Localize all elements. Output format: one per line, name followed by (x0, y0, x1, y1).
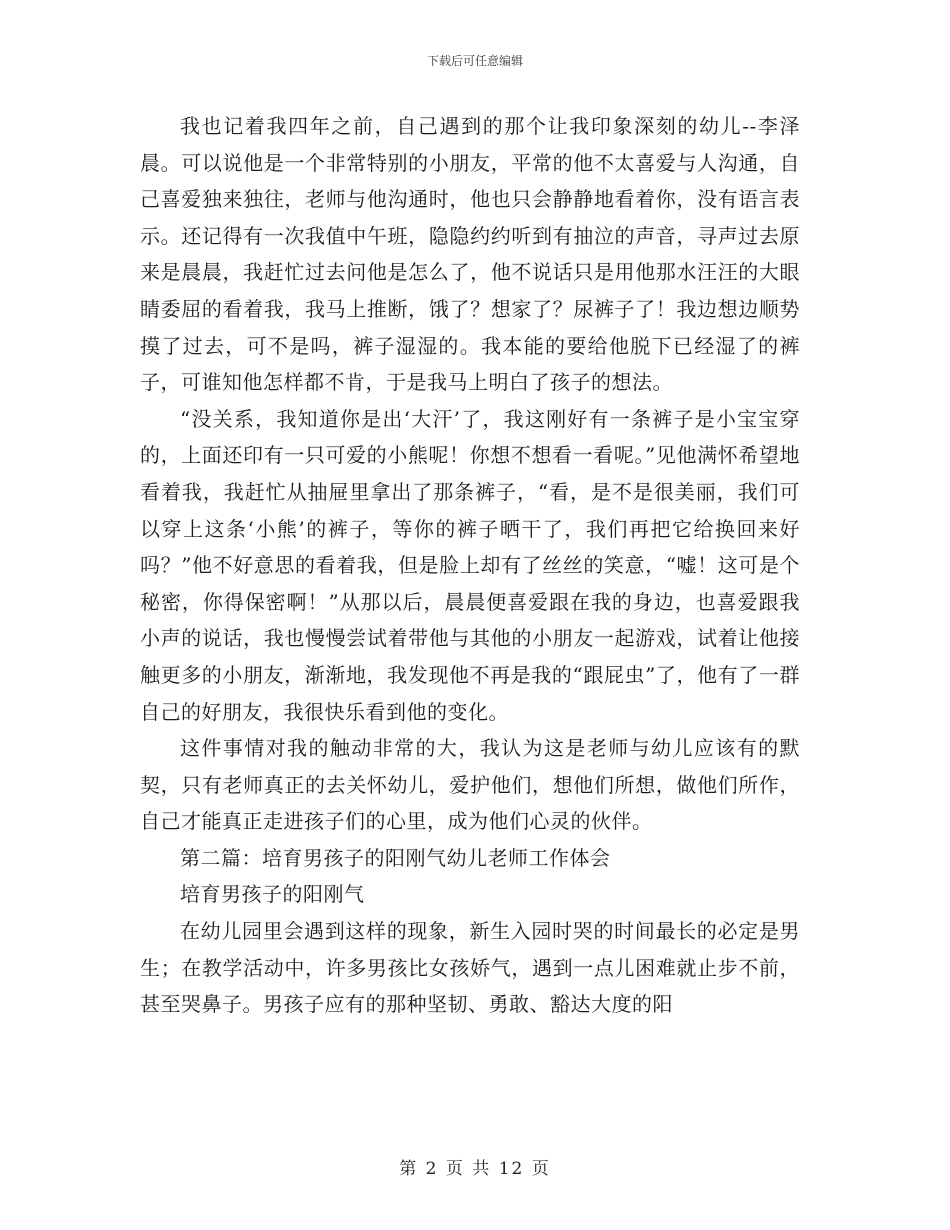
page-header-note: 下载后可任意编辑 (426, 54, 523, 68)
paragraph-li-zechen-story: 我也记着我四年之前，自己遇到的那个让我印象深刻的幼儿--李泽晨。可以说他是一个非常特别的小朋友，平常的他不太喜爱与人沟通，自己喜爱独来独往，老师与他沟通时，他也只会静静地看着你，没有语言表示。还记得有一次我值中午班，隐隐约约听到有抽泣的声音，寻声过去原来是晨晨，我赶忙过去问他是怎么了，他不说话只是用他那水汪汪的大眼睛委屈的看着我，我马上推断，饿了？想家了？尿裤子了！我边想边顺势摸了过去，可不是吗，裤子湿湿的。我本能的要给他脱下已经湿了的裤子，可谁知他怎样都不肯，于是我马上明白了孩子的想法。 (140, 114, 800, 395)
paragraph-reflection: 这件事情对我的触动非常的大，我认为这是老师与幼儿应该有的默契，只有老师真正的去关怀幼儿，爱护他们，想他们所想，做他们所作，自己才能真正走进孩子们的心里，成为他们心灵的伙伴。 (140, 736, 800, 834)
section-heading: 第二篇：培育男孩子的阳刚气幼儿老师工作体会 (180, 845, 611, 870)
page-number: 第 2 页 共 12 页 (399, 1159, 551, 1179)
paragraph-boys-observation: 在幼儿园里会遇到这样的现象，新生入园时哭的时间最长的必定是男生；在教学活动中，许多男孩比女孩娇气，遇到一点儿困难就止步不前，甚至哭鼻子。男孩子应有的那种坚韧、勇敢、豁达大度的阳 (140, 919, 800, 1017)
paragraph-bear-pants: “没关系，我知道你是出‘大汗’了，我这刚好有一条裤子是小宝宝穿的，上面还印有一只可爱的小熊呢！你想不想看一看呢。”见他满怀希望地看着我，我赶忙从抽屉里拿出了那条裤子，“看，是不是很美丽，我们可以穿上这条‘小熊’的裤子，等你的裤子晒干了，我们再把它给换回来好吗？”他不好意思的看着我，但是脸上却有了丝丝的笑意，“嘘！这可是个秘密，你得保密啊！”从那以后，晨晨便喜爱跟在我的身边，也喜爱跟我小声的说话，我也慢慢尝试着带他与其他的小朋友一起游戏，试着让他接触更多的小朋友，渐渐地，我发现他不再是我的“跟屁虫”了，他有了一群自己的好朋友，我很快乐看到他的变化。 (140, 406, 800, 724)
section-subheading: 培育男孩子的阳刚气 (180, 882, 365, 907)
document-body (140, 108, 800, 1023)
